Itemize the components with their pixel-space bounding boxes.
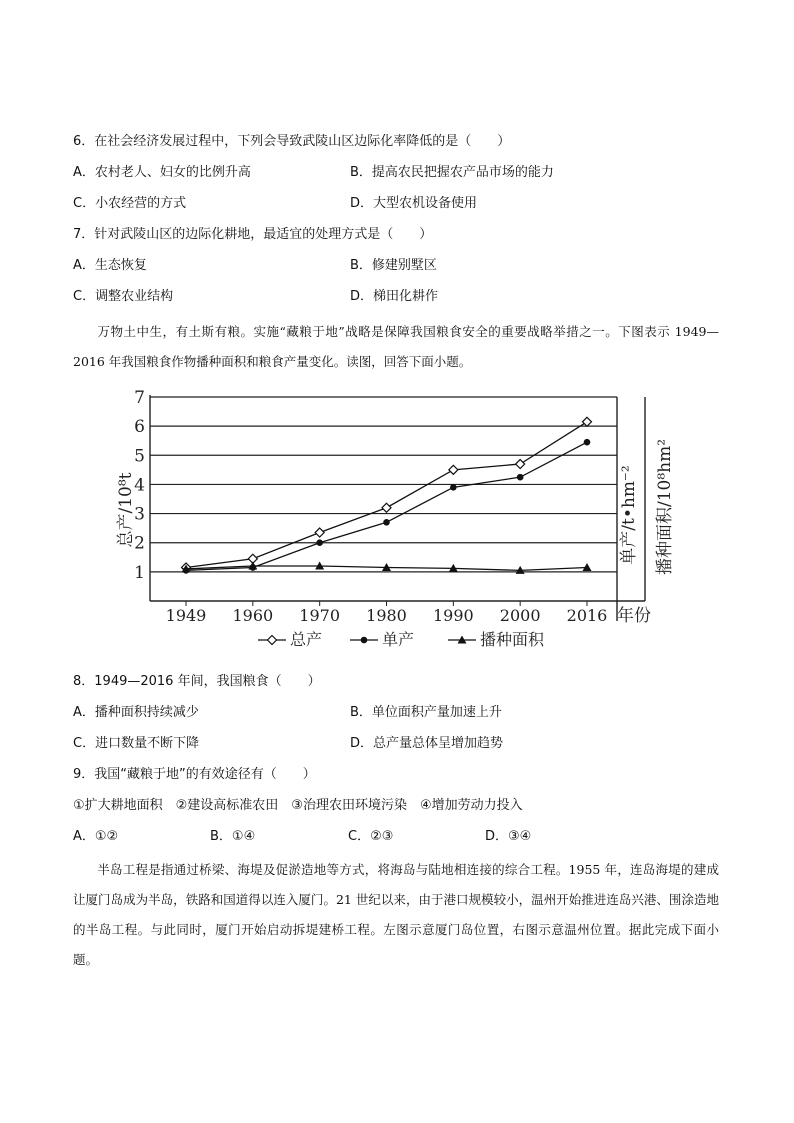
q9-option-c: C．②③ — [348, 829, 394, 844]
series-line-0 — [186, 422, 587, 568]
q7-option-b: B．修建别墅区 — [350, 258, 437, 273]
q8-option-c: C．进口数量不断下降 — [73, 736, 200, 751]
legend-label-0: 总产 — [290, 630, 323, 649]
y-tick-label-1: 1 — [134, 562, 145, 583]
y-axis-label-right-yield: 单产/t•hm⁻² — [619, 465, 639, 565]
q6-option-b: B．提高农民把握农产品市场的能力 — [350, 165, 554, 180]
x-tick-label-1949: 1949 — [165, 606, 207, 625]
series-1-point-2016 — [584, 439, 591, 446]
q7-option-c: C．调整农业结构 — [73, 289, 174, 304]
series-1-point-1970 — [316, 539, 323, 546]
q8-option-b: B．单位面积产量加速上升 — [350, 705, 502, 720]
q6-stem: 6．在社会经济发展过程中，下列会导致武陵山区边际化率降低的是（ ） — [73, 134, 511, 149]
series-0-point-1970 — [315, 528, 324, 537]
x-tick-label-1990: 1990 — [432, 606, 474, 625]
q9-option-d: D．③④ — [485, 829, 532, 844]
q9-option-a: A．①② — [73, 829, 119, 844]
q8-stem: 8．1949—2016 年间，我国粮食（ ） — [73, 674, 321, 689]
y-tick-label-5: 5 — [134, 446, 145, 467]
y-tick-label-4: 4 — [134, 475, 145, 496]
series-1-point-1980 — [383, 519, 390, 526]
x-tick-label-1970: 1970 — [299, 606, 341, 625]
grain-chart — [0, 385, 794, 665]
x-tick-label-1960: 1960 — [232, 606, 274, 625]
q9-items: ①扩大耕地面积 ②建设高标准农田 ③治理农田环境污染 ④增加劳动力投入 — [73, 798, 523, 813]
q6-option-d: D．大型农机设备使用 — [350, 196, 478, 211]
legend-label-2: 播种面积 — [480, 630, 545, 649]
legend-marker-1 — [361, 637, 368, 644]
series-0-point-1980 — [382, 503, 391, 512]
passage-food-security-text: 万物土中生，有土斯有粮。实施“藏粮于地”战略是保障我国粮食安全的重要战略举措之一。下图表示 1949—2016 年我国粮食作物播种面积和粮食产量变化。读图，回答下面小题。 — [73, 324, 719, 369]
q8-option-a: A．播种面积持续减少 — [73, 705, 199, 720]
legend-marker-0 — [268, 636, 277, 645]
y-tick-label-2: 2 — [134, 533, 145, 554]
q7-option-d: D．梯田化耕作 — [350, 289, 439, 304]
y-tick-label-6: 6 — [134, 417, 145, 438]
series-1-point-1990 — [450, 484, 457, 491]
y-axis-label-right-area: 播种面积/10⁸hm² — [655, 438, 675, 576]
series-1-point-2000 — [517, 474, 524, 481]
q6-option-a: A．农村老人、妇女的比例升高 — [73, 165, 251, 180]
x-tick-label-1980: 1980 — [366, 606, 407, 625]
q6-option-c: C．小农经营的方式 — [73, 196, 187, 211]
y-axis-label-left: 总产/10⁸t — [116, 472, 136, 548]
passage-peninsula-project — [73, 855, 719, 975]
x-tick-label-2016: 2016 — [566, 606, 608, 625]
q9-stem: 9．我国“藏粮于地”的有效途径有（ ） — [73, 767, 316, 782]
q9-option-b: B．①④ — [210, 829, 256, 844]
legend-label-1: 单产 — [382, 630, 415, 649]
q8-option-d: D．总产量总体呈增加趋势 — [350, 736, 504, 751]
series-0-point-2016 — [583, 417, 592, 426]
passage-food-security — [73, 317, 719, 377]
series-0-point-2000 — [516, 460, 525, 469]
q7-option-a: A．生态恢复 — [73, 258, 147, 273]
x-tick-label-2000: 2000 — [499, 606, 541, 625]
x-axis-label: 年份 — [617, 606, 651, 626]
q7-stem: 7．针对武陵山区的边际化耕地，最适宜的处理方式是（ ） — [73, 227, 433, 242]
y-tick-label-7: 7 — [134, 388, 145, 408]
series-0-point-1990 — [449, 465, 458, 474]
passage-peninsula-project-text: 半岛工程是指通过桥梁、海堤及促淤造地等方式，将海岛与陆地相连接的综合工程。1955 年，连岛海堤的建成让厦门岛成为半岛，铁路和国道得以连入厦门。21 世纪以来，由于港口规模较小，温州开始推进连岛兴港、围涂造地的半岛工程。与此同时，厦门开始启动拆堤建桥工程。左图示意厦门岛位置，右图示意温州位置。据此完成下面小题。 — [73, 862, 719, 967]
y-tick-label-3: 3 — [134, 504, 145, 525]
